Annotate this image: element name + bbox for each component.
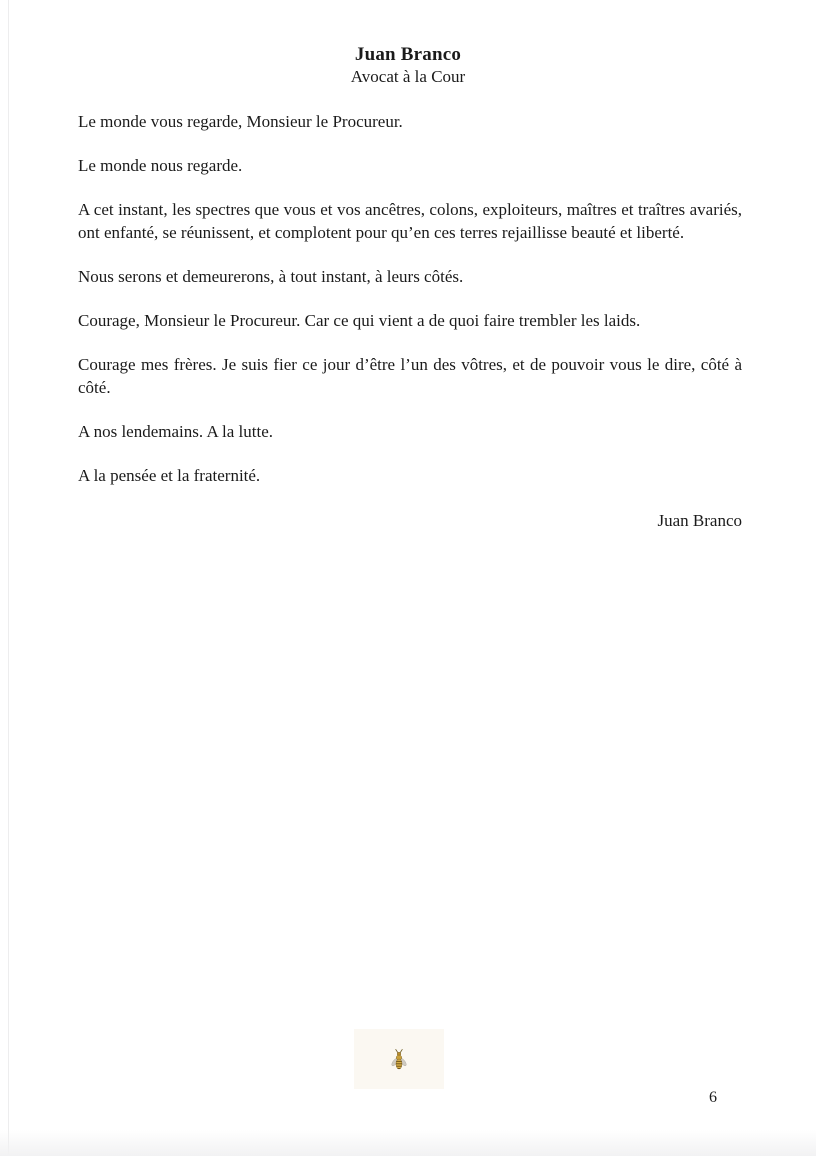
letterhead-name: Juan Branco (354, 44, 462, 65)
letterhead (0, 0, 816, 87)
paragraph: Le monde vous regarde, Monsieur le Procureur. (78, 112, 403, 131)
paragraph: Nous serons et demeurerons, à tout instant, à leurs côtés. (78, 267, 464, 286)
page-number: 6 (709, 1089, 717, 1106)
paragraph: Le monde nous regarde. (78, 156, 243, 175)
signature: Juan Branco (657, 511, 742, 530)
viewport-bottom-fade (0, 1130, 816, 1156)
letter-body (0, 110, 816, 532)
paragraph: Courage, Monsieur le Procureur. Car ce qui vient a de quoi faire trembler les laids. (78, 311, 641, 330)
paragraph: Courage mes frères. Je suis fier ce jour d’être l’un des vôtres, et de pouvoir vous le dire, côté à côté. (78, 355, 742, 397)
publisher-emblem-tile (354, 1029, 444, 1089)
letterhead-role: Avocat à la Cour (350, 67, 466, 86)
paragraph: A la pensée et la fraternité. (78, 466, 261, 485)
paragraph: A cet instant, les spectres que vous et vos ancêtres, colons, exploiteurs, maîtres et traîtres avariés, ont enfanté, se réunissent, et complotent pour qu’en ces terres rejaillisse beauté et liberté. (78, 200, 742, 242)
bee-icon (390, 1047, 408, 1071)
page-edge-line (8, 0, 9, 1156)
paragraph: A nos lendemains. A la lutte. (78, 422, 274, 441)
